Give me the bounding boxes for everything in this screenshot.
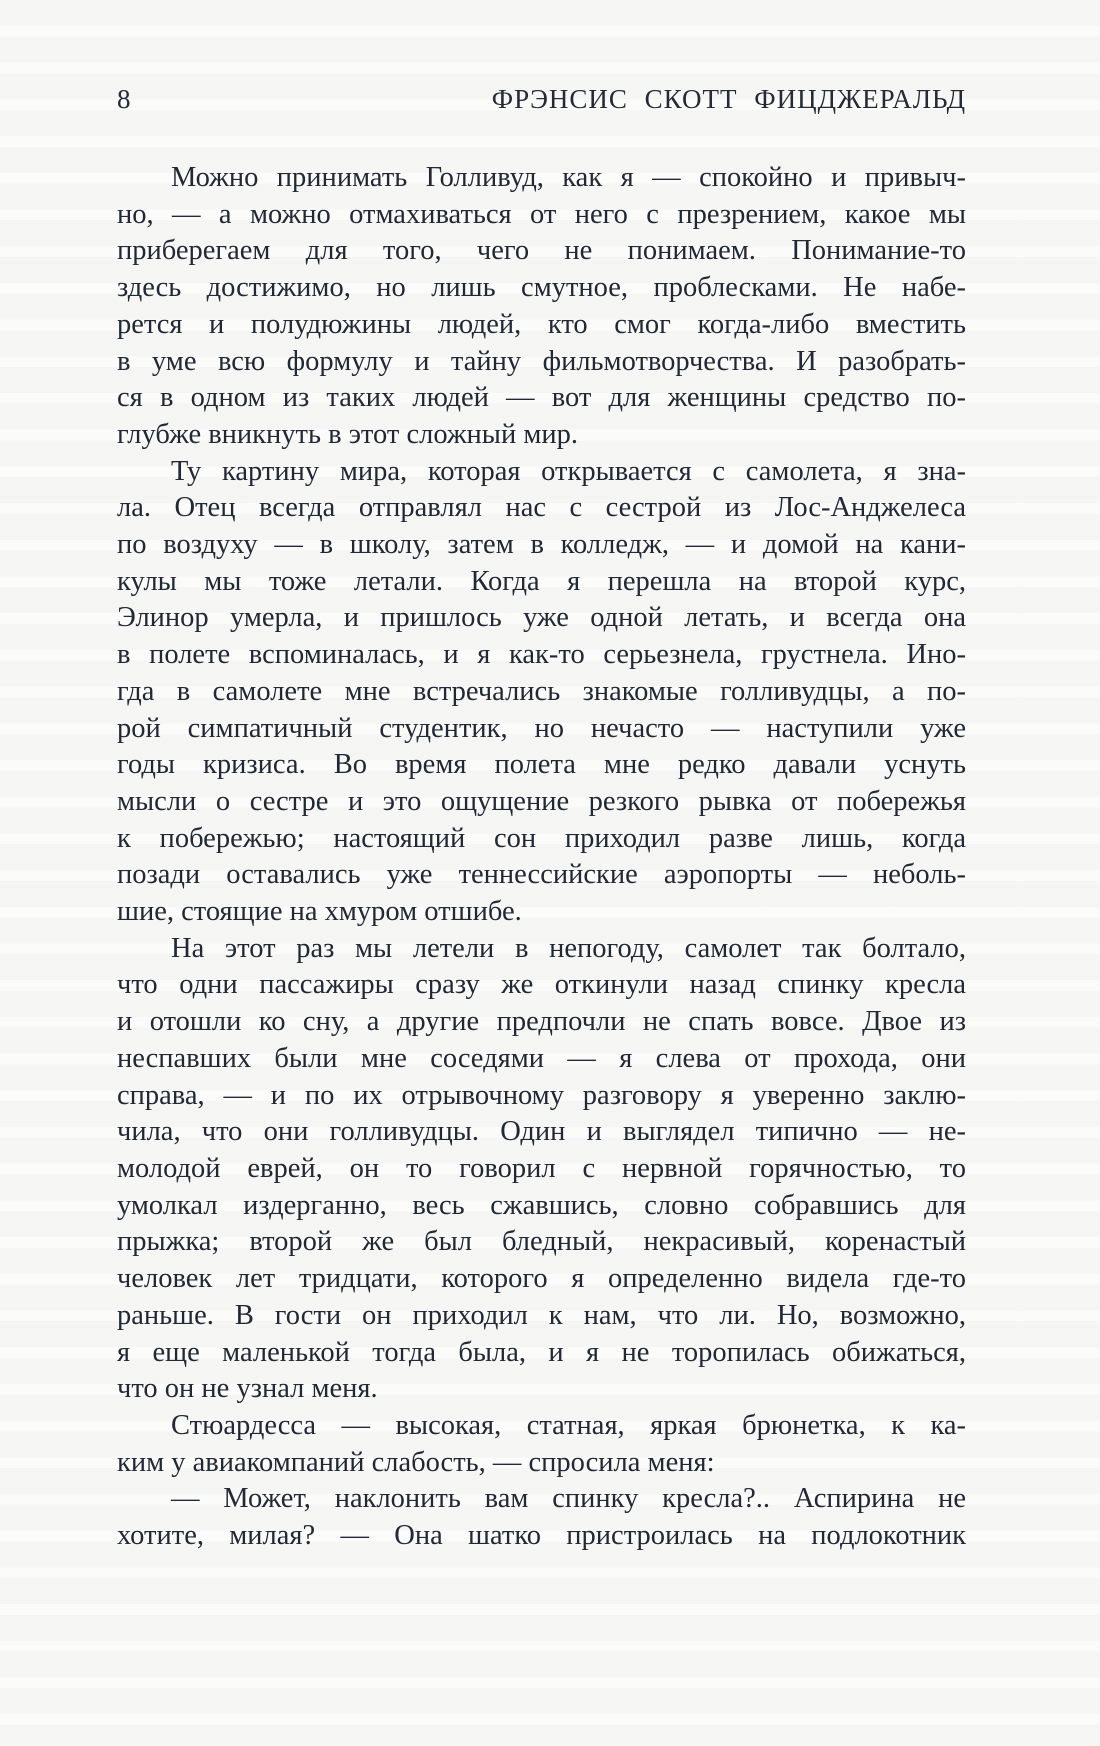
text-line: годы кризиса. Во время полета мне редко давали уснуть — [117, 749, 966, 781]
text-line: рется и полудюжины людей, кто смог когда-либо вместить — [117, 308, 966, 340]
paragraph — [117, 454, 966, 931]
text-line: хотите, милая? — Она шатко пристроилась на подлокотник — [117, 1520, 966, 1552]
text-line: — Может, наклонить вам спинку кресла?.. Аспирина не — [171, 1483, 966, 1515]
running-header — [117, 84, 966, 114]
text-line: позади оставались уже теннессийские аэропорты — неболь- — [117, 859, 966, 891]
text-line: справа, — и по их отрывочному разговору я уверенно заклю- — [117, 1079, 966, 1111]
running-title: ФРЭНСИС СКОТТ ФИЦДЖЕРАЛЬД — [491, 84, 966, 114]
text-line: шие, стоящие на хмуром отшибе. — [117, 896, 522, 928]
text-line: Стюардесса — высокая, статная, яркая брюнетка, к ка- — [171, 1409, 966, 1441]
text-line: мысли о сестре и это ощущение резкого рывка от побережья — [117, 785, 966, 817]
page-number: 8 — [117, 84, 131, 114]
paragraph — [117, 1481, 966, 1554]
text-line: На этот раз мы летели в непогоду, самолет так болтало, — [171, 932, 966, 964]
text-line: умолкал издерганно, весь сжавшись, словно собравшись для — [117, 1189, 966, 1221]
text-line: раньше. В гости он приходил к нам, что ли. Но, возможно, — [117, 1299, 966, 1331]
text-line: Элинор умерла, и пришлось уже одной летать, и всегда она — [117, 602, 966, 634]
text-line: чила, что они голливудцы. Один и выглядел типично — не- — [117, 1116, 966, 1148]
text-line: кулы мы тоже летали. Когда я перешла на второй курс, — [117, 565, 966, 597]
text-line: здесь достижимо, но лишь смутное, проблесками. Не набе- — [117, 272, 966, 304]
text-line: но, — а можно отмахиваться от него с презрением, какое мы — [117, 198, 966, 230]
text-line: что одни пассажиры сразу же откинули назад спинку кресла — [117, 969, 966, 1001]
paragraph — [117, 160, 966, 454]
text-line: человек лет тридцати, которого я определенно видела где-то — [117, 1263, 966, 1295]
paragraph — [117, 1408, 966, 1481]
text-line: рой симпатичный студентик, но нечасто — наступили уже — [117, 712, 966, 744]
text-line: глубже вникнуть в этот сложный мир. — [117, 418, 578, 450]
text-line: в уме всю формулу и тайну фильмотворчества. И разобрать- — [117, 345, 966, 377]
text-line: Можно принимать Голливуд, как я — спокойно и привыч- — [171, 162, 966, 193]
text-line: приберегаем для того, чего не понимаем. Понимание-то — [117, 235, 966, 267]
text-line: что он не узнал меня. — [117, 1373, 378, 1405]
paragraph — [117, 931, 966, 1408]
text-line: и отошли ко сну, а другие предпочли не спать вовсе. Двое из — [117, 1006, 966, 1038]
text-line: ся в одном из таких людей — вот для женщины средство по- — [117, 382, 966, 414]
text-line: Ту картину мира, которая открывается с самолета, я зна- — [171, 455, 966, 487]
text-line: в полете вспоминалась, и я как-то серьезнела, грустнела. Ино- — [117, 639, 966, 671]
text-line: прыжка; второй же был бледный, некрасивый, коренастый — [117, 1226, 966, 1258]
body-text — [117, 160, 966, 1555]
text-line: по воздуху — в школу, затем в колледж, — и домой на кани- — [117, 529, 966, 561]
text-line: неспавших были мне соседями — я слева от прохода, они — [117, 1042, 966, 1074]
text-line: к побережью; настоящий сон приходил разве лишь, когда — [117, 822, 966, 854]
text-line: ла. Отец всегда отправлял нас с сестрой из Лос-Анджелеса — [117, 492, 966, 524]
text-line: ким у авиакомпаний слабость, — спросила меня: — [117, 1446, 715, 1478]
text-line: гда в самолете мне встречались знакомые голливудцы, а по- — [117, 675, 966, 707]
text-line: я еще маленькой тогда была, и я не торопилась обижаться, — [117, 1336, 966, 1368]
text-line: молодой еврей, он то говорил с нервной горячностью, то — [117, 1152, 966, 1184]
